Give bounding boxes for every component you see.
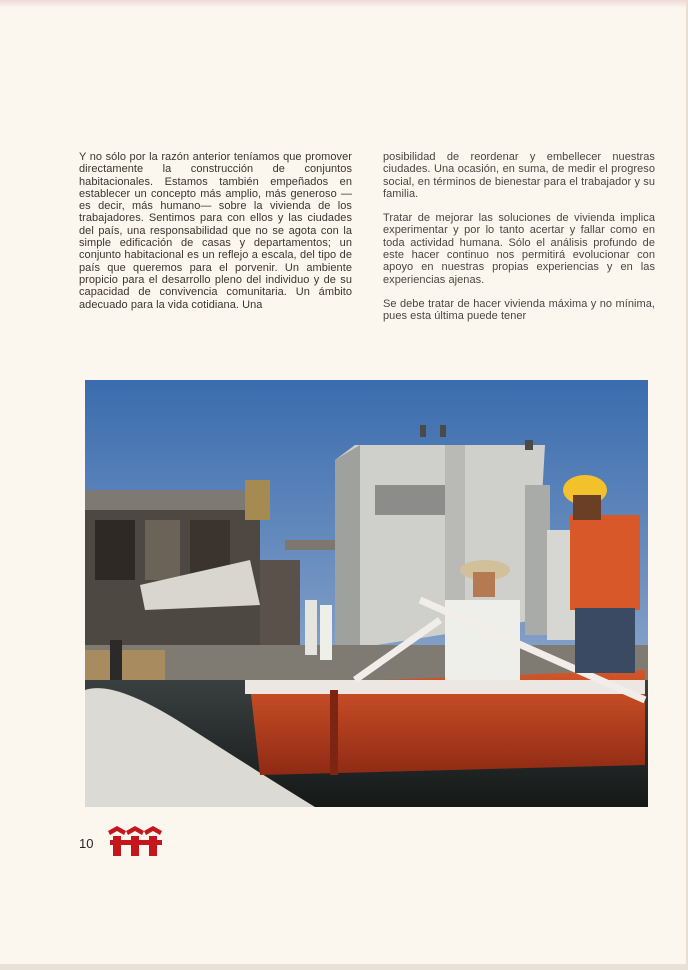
paragraph: Tratar de mejorar las soluciones de vivienda implica experimentar y por lo tanto acertar y fallar como en toda actividad humana. Sólo el análisis profundo de este hacer continuo nos permitirá evolucionar con apoyo en nuestras propias experiencias y en las experiencias ajenas.: [383, 212, 655, 286]
photo-illustration: [85, 380, 648, 807]
text-column-left: [79, 151, 352, 323]
page-footer: [79, 826, 279, 858]
infonavit-houses-icon: [107, 826, 165, 858]
paragraph: Se debe tratar de hacer vivienda máxima y no mínima, pues esta última puede tener: [383, 297, 655, 323]
paragraph: posibilidad de reordenar y embellecer nuestras ciudades. Una ocasión, en suma, de medir el progreso social, en términos de bienestar para el trabajador y su familia.: [383, 151, 655, 200]
paragraph: Y no sólo por la razón anterior teníamos que promover directamente la construcción de conjuntos habitacionales. Estamos también empeñados en establecer un concepto más amplio, más generoso —es decir, más humano— sobre la vivienda de los trabajadores. Sentimos para con ellos y las ciudades del país, una responsabilidad que no se agota con la simple edificación de casas y departamentos; un conjunto habitacional es un reflejo a escala, del tipo de país que queremos para el porvenir. Un ambiente propicio para el desarrollo pleno del individuo y de su capacidad de convivencia comunitaria. Un ámbito adecuado para la vida cotidiana. Una: [79, 151, 352, 311]
page-top-edge: [0, 0, 688, 8]
page-number: 10: [79, 836, 94, 851]
page-bottom-edge: [0, 964, 688, 970]
construction-site-photo: [85, 380, 648, 807]
text-column-right: [383, 151, 655, 335]
